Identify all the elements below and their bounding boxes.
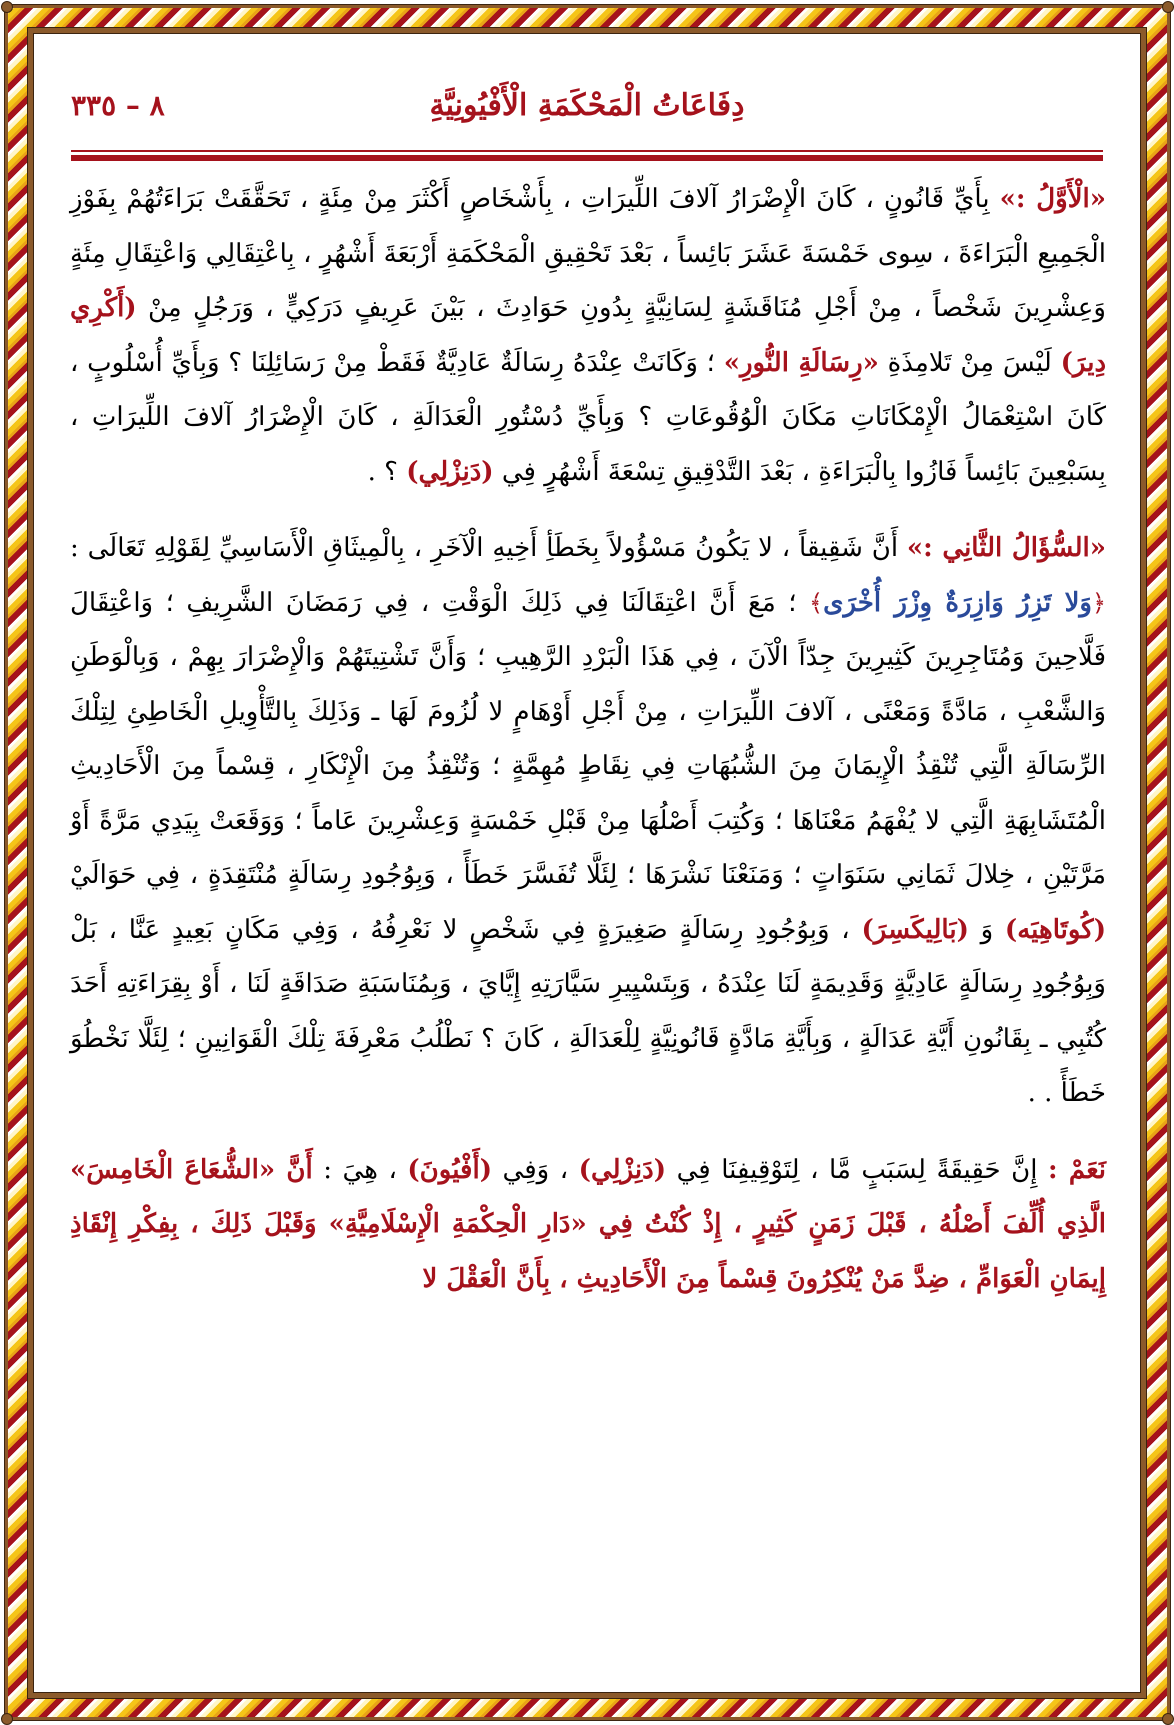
body-text: ؛ وَكَانَتْ عِنْدَهُ رِسَالَةٌ عَادِيَّةٌ فَقَطْ مِنْ رَسَائِلِنَا ؟ وَبِأَيِّ أُسْلُوبٍ ، كَانَ اسْتِعْمَالُ الْإِمْكَانَاتِ مَكَانَ الْوُقُوعَاتِ ؟ وَبِأَيِّ دُسْتُورِ الْعَدَالَةِ ، كَانَ الْإِضْرَارُ آلافَ اللِّيرَاتِ ، بِسَبْعِينَ بَائِساً فَازُوا بِالْبَرَاءَةِ ، بَعْدَ التَّدْقِيقِ تِسْعَةَ أَشْهُرٍ فِي <box>70 347 1106 487</box>
place-name: (أَفْيُونَ) <box>407 1154 493 1185</box>
header-rule-thin <box>71 150 1103 152</box>
quran-bracket-open-icon: ﴿ <box>1091 588 1107 617</box>
paragraph-first-question <box>70 172 1106 499</box>
body-text: ، وَفِي <box>492 1154 579 1185</box>
body-text: إِنَّ حَقِيقَةً لِسَبَبٍ مَّا ، لِتَوْقِيفِنَا فِي <box>666 1154 1048 1185</box>
place-name: (دَنِزْلِي) <box>578 1154 667 1185</box>
place-name: (أَكْرِي دِيرَ) <box>70 293 1107 378</box>
page-body <box>70 172 1106 1306</box>
place-name: (دَنِزْلِي) <box>406 456 494 487</box>
book-reference: «رِسَالَةِ النُّورِ» <box>723 347 879 378</box>
running-header <box>71 86 1103 136</box>
corner-ornament-icon <box>1162 1 1174 13</box>
place-name: (بَالِيكَسِرَ) <box>861 914 969 945</box>
paragraph-second-question <box>70 521 1106 1121</box>
body-text: ؟ . <box>367 456 407 487</box>
header-rule-thick <box>71 155 1103 161</box>
body-text: ، وَبِوُجُودِ رِسَالَةٍ صَغِيرَةٍ فِي شَخْصٍ لا نَعْرِفُهُ ، وَفِي مَكَانٍ بَعِيدٍ عَنَّا ، بَلْ وَبِوُجُودِ رِسَالَةٍ عَادِيَّةٍ وَقَدِيمَةٍ لَنَا عِنْدَهُ ، وَبِتَسْيِيرِ سَيَّارَتِهِ إِيَّايَ ، وَبِمُنَاسَبَةِ صَدَاقَةٍ لَنَا ، أَوْ بِقِرَاءَتِهِ أَحَدَ كُتُبِي ـ بِقَانُونِ أَيَّةِ عَدَالَةٍ ، وَبِأَيَّةِ مَادَّةٍ قَانُونِيَّةٍ لِلْعَدَالَةِ ، كَانَ ؟ نَطْلُبُ مَعْرِفَةَ تِلْكَ الْقَوَانِينِ ؛ لِئَلَّا نَخْطُوَ خَطَأً . . <box>70 914 1106 1108</box>
body-text: بِأَيِّ قَانُونٍ ، كَانَ الْإِضْرَارُ آلافَ اللِّيرَاتِ ، بِأَشْخَاصٍ أَكْثَرَ مِنْ مِئَةٍ ، تَحَقَّقَتْ بَرَاءَتُهُمْ بِفَوْزِ الْجَمِيعِ الْبَرَاءَةَ ، سِوى خَمْسَةَ عَشَرَ بَائِساً ، بَعْدَ تَحْقِيقِ الْمَحْكَمَةِ أَرْبَعَةَ أَشْهُرٍ ، بِاعْتِقَالِي وَاعْتِقَالِ مِئَةٍ وَعِشْرِينَ شَخْصاً ، مِنْ أَجْلِ مُنَاقَشَةٍ لِسَانِيَّةٍ بِدُونِ حَوَادِثَ ، بَيْنَ عَرِيفٍ دَرَكِيٍّ ، وَرَجُلٍ مِنْ <box>70 184 1106 323</box>
body-text: ، هِيَ : <box>312 1154 408 1185</box>
corner-ornament-icon <box>1 1 13 13</box>
page-reference: ٨ – ٣٣٥ <box>71 89 165 122</box>
corner-ornament-icon <box>1162 1713 1174 1725</box>
book-title: دِفَاعَاتُ الْمَحْكَمَةِ الْأَفْيُونِيَّةِ <box>429 88 745 123</box>
question-label: «الْأَوَّلُ :» <box>999 184 1107 214</box>
body-text: لَيْسَ مِنْ تَلامِذَةِ <box>878 347 1061 378</box>
emphasized-text: أَنَّ «الشُّعَاعَ الْخَامِسَ» الَّذِي أُلِّفَ أَصْلُهُ ، قَبْلَ زَمَنٍ كَثِيرٍ ، إِذْ كُنْتُ فِي «دَارِ الْحِكْمَةِ الْإِسْلَامِيَّةِ» وَقَبْلَ ذَلِكَ ، بِفِكْرِ إِنْقَاذِ إِيمَانِ الْعَوَامِّ ، ضِدَّ مَنْ يُنْكِرُونَ قِسْماً مِنَ الْأَحَادِيثِ ، بِأَنَّ الْعَقْلَ لا <box>70 1154 1106 1294</box>
corner-ornament-icon <box>1 1713 13 1725</box>
body-text: ؛ مَعَ أَنَّ اعْتِقَالَنَا فِي ذَلِكَ الْوَقْتِ ، فِي رَمَضَانَ الشَّرِيفِ ؛ وَاعْتِقَالَ فَلَّاحِينَ وَمُتَاجِرِينَ كَثِيرِينَ جِدّاً الْآنَ ، فِي هَذَا الْبَرْدِ الرَّهِيبِ ؛ وَأَنَّ تَشْتِيتَهُمْ وَالْإِضْرَارَ بِهِمْ ، وَبِالْوَطَنِ وَالشَّعْبِ ، مَادَّةً وَمَعْنًى ، آلافَ اللِّيرَاتِ ، مِنْ أَجْلِ أَوْهَامٍ لا لُزُومَ لَهَا ـ وَذَلِكَ بِالتَّأْوِيلِ الْخَاطِئِ لِتِلْكَ الرِّسَالَةِ الَّتِي تُنْقِذُ الْإِيمَانَ مِنَ الشُّبُهَاتِ فِي نِقَاطٍ مُهِمَّةٍ ؛ وَتُنْقِذُ مِنَ الْإِنْكَارِ ، قِسْماً مِنَ الْأَحَادِيثِ الْمُتَشَابِهَةِ الَّتِي لا يُفْهَمُ مَعْنَاهَا ؛ وَكُتِبَ أَصْلُهَا مِنْ قَبْلِ خَمْسَةٍ وَعِشْرِينَ عَاماً ؛ وَوَقَعَتْ بِيَدِي مَرَّةً أَوْ مَرَّتَيْنِ ، خِلالَ ثَمَانِي سَنَوَاتٍ ؛ وَمَنَعْنَا نَشْرَهَا ؛ لِئَلَّا تُفَسَّرَ خَطَأً ، وَبِوُجُودِ رِسَالَةٍ مُنْتَقِدَةٍ ، فِي حَوَالَيْ <box>70 587 1106 890</box>
quran-bracket-close-icon: ﴾ <box>809 588 824 617</box>
body-text: أَنَّ شَقِيقاً ، لا يَكُونُ مَسْؤُولاً بِخَطَأِ أَخِيهِ الْآخَرِ ، بِالْمِيثَاقِ الْأَسَاسِيِّ لِقَوْلِهِ تَعَالَى : <box>70 533 907 563</box>
paragraph-answer <box>70 1143 1106 1307</box>
place-name: (كُوتَاهِيَه) <box>1004 914 1106 945</box>
quran-verse: وَلا تَزِرُ وَازِرَةٌ وِزْرَ أُخْرَى <box>823 587 1092 618</box>
answer-label: نَعَمْ : <box>1048 1154 1107 1185</box>
body-text: وَ <box>968 914 1005 945</box>
question-label: «السُّؤَالُ الثَّانِي :» <box>906 533 1106 563</box>
